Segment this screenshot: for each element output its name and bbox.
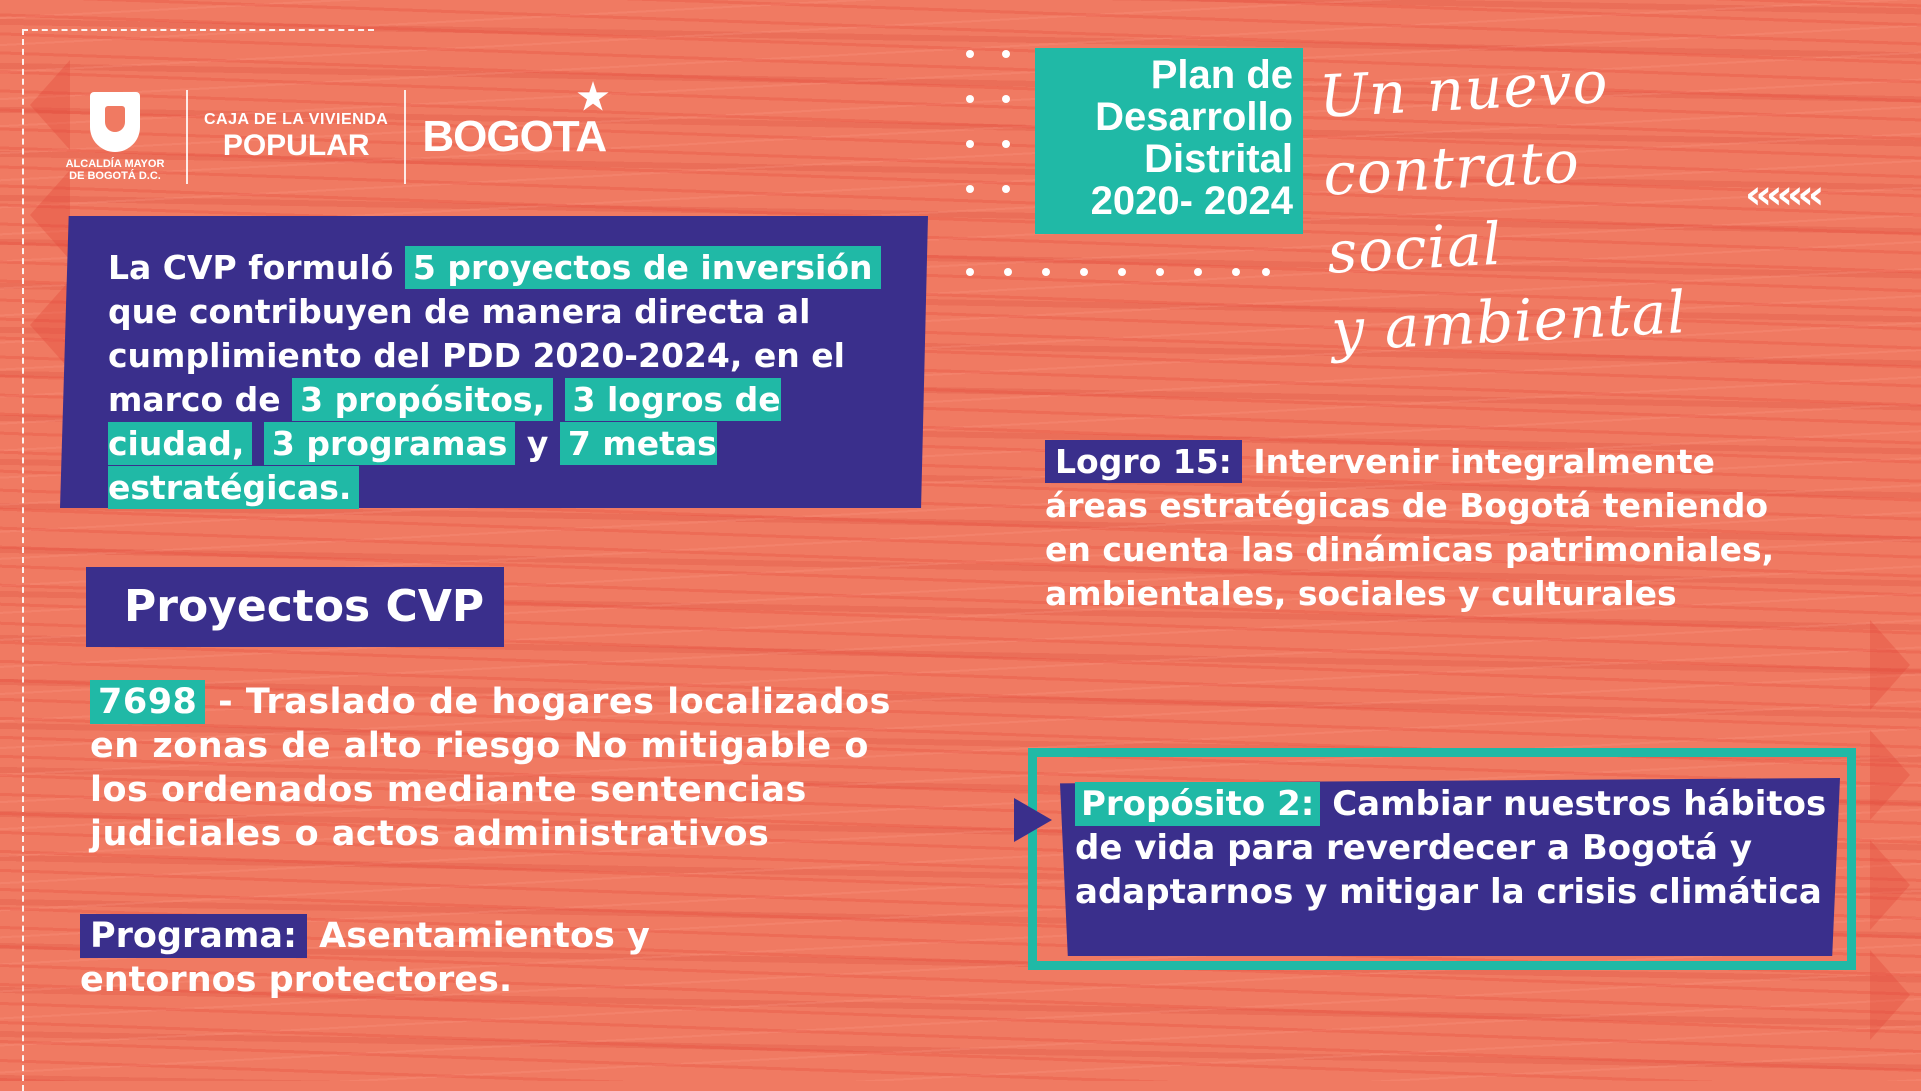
logo-divider bbox=[186, 90, 188, 184]
proposito-block bbox=[1075, 782, 1835, 914]
project-text: - Traslado de hogares localizados en zonas de alto riesgo No mitigable o los ordenados mediante sentencias judiciales o actos administrativos bbox=[90, 682, 891, 854]
shield-icon bbox=[90, 92, 140, 152]
programa-text: Asentamientos y entornos protectores. bbox=[80, 916, 650, 1000]
alcaldia-caption: ALCALDÍA MAYOR DE BOGOTÁ D.C. bbox=[65, 158, 165, 182]
cvp-logo bbox=[204, 111, 388, 163]
projects-heading: Proyectos CVP bbox=[86, 567, 504, 647]
proposito-label: Propósito 2: bbox=[1075, 782, 1320, 826]
logro-label: Logro 15: bbox=[1045, 440, 1242, 483]
pdd-title-line3: Distrital bbox=[1144, 137, 1293, 181]
intro-text-2: que contribuyen de manera directa al cumplimiento del PDD 2020-2024, en el marco de bbox=[108, 292, 845, 419]
programa-block bbox=[80, 914, 720, 1002]
slogan-line1: Un nuevo bbox=[1317, 47, 1610, 131]
chevron-right-decoration bbox=[1870, 620, 1910, 710]
intro-text-1: La CVP formuló bbox=[108, 248, 394, 287]
cvp-logo-line1: CAJA DE LA VIVIENDA bbox=[204, 111, 389, 128]
play-arrow-icon bbox=[1014, 798, 1052, 842]
chevron-right-decoration bbox=[1870, 950, 1910, 1040]
logo-bar bbox=[60, 76, 609, 192]
pdd-title-line2: Desarrollo bbox=[1095, 95, 1293, 139]
star-icon: ★ bbox=[576, 76, 609, 117]
chevrons-left-icon: ‹‹‹‹‹‹‹ bbox=[1745, 172, 1819, 218]
chevron-right-decoration bbox=[1870, 730, 1910, 820]
slogan bbox=[1317, 34, 1783, 369]
bogota-logo bbox=[422, 76, 609, 162]
logo-divider bbox=[404, 90, 406, 184]
project-code: 7698 bbox=[90, 680, 205, 724]
highlight-metas: 7 metas estratégicas. bbox=[108, 424, 717, 507]
highlight-programas: 3 programas bbox=[264, 422, 515, 465]
cvp-logo-line2: POPULAR bbox=[222, 129, 370, 162]
pdd-title-line4: 2020- 2024 bbox=[1090, 179, 1293, 223]
highlight-logros: 3 logros de ciudad, bbox=[108, 380, 781, 463]
slogan-line2: contrato social bbox=[1321, 127, 1582, 287]
chevron-right-decoration bbox=[1870, 840, 1910, 930]
intro-text bbox=[108, 246, 908, 510]
alcaldia-logo bbox=[60, 92, 170, 182]
project-description bbox=[90, 680, 910, 856]
highlight-projects: 5 proyectos de inversión bbox=[405, 246, 881, 289]
logro-text: Intervenir integralmente áreas estratégicas de Bogotá teniendo en cuenta las dinámicas patrimoniales, ambientales, sociales y culturales bbox=[1045, 442, 1775, 613]
programa-label: Programa: bbox=[80, 914, 307, 958]
bogota-wordmark: BOGOTA bbox=[422, 112, 607, 161]
highlight-propositos: 3 propósitos, bbox=[292, 378, 553, 421]
logro-block bbox=[1045, 440, 1805, 616]
proposito-text: Cambiar nuestros hábitos de vida para reverdecer a Bogotá y adaptarnos y mitigar la crisis climática bbox=[1075, 784, 1827, 912]
pdd-title-line1: Plan de bbox=[1150, 53, 1293, 97]
intro-text-3: y bbox=[526, 424, 549, 463]
slogan-line3: y ambiental bbox=[1329, 278, 1689, 365]
pdd-title-box bbox=[1035, 48, 1303, 234]
